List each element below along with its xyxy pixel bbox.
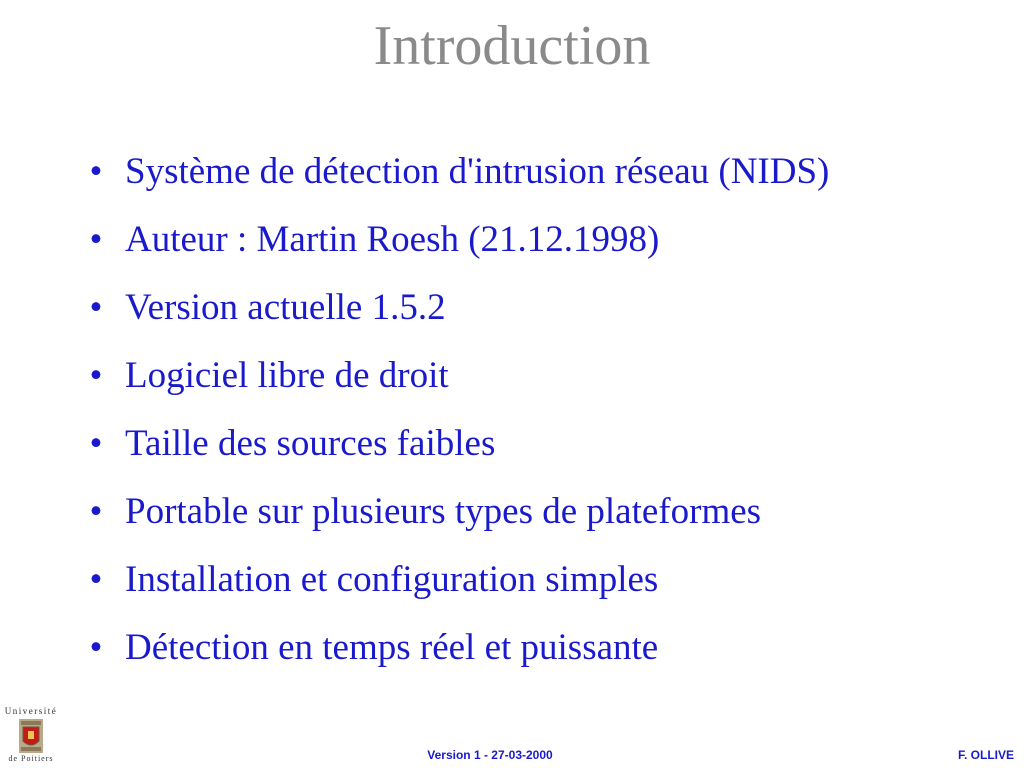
- bullet-text: Portable sur plusieurs types de plateformes: [125, 491, 762, 532]
- bullet-item: [84, 410, 1014, 478]
- bullet-item: [84, 614, 1014, 682]
- bullet-text: Taille des sources faibles: [125, 423, 496, 464]
- bullet-dot-icon: •: [89, 559, 103, 600]
- logo-bottom-text: de Poitiers: [8, 754, 54, 763]
- footer-version: Version 1 - 27-03-2000: [427, 748, 553, 762]
- bullet-item: [84, 342, 1014, 410]
- bullet-item: [84, 138, 1014, 206]
- bullet-dot-icon: •: [89, 423, 103, 464]
- slide-title: Introduction: [373, 15, 651, 77]
- bullet-text: Logiciel libre de droit: [125, 355, 449, 396]
- bullet-item: [84, 206, 1014, 274]
- bullet-text: Auteur : Martin Roesh (21.12.1998): [125, 219, 660, 260]
- footer-author: F. OLLIVE: [957, 748, 1014, 762]
- bullet-dot-icon: •: [89, 287, 103, 328]
- bullet-dot-icon: •: [89, 355, 103, 396]
- bullet-text: Installation et configuration simples: [125, 559, 659, 600]
- logo-top-text: Université: [4, 706, 58, 716]
- bullet-item: [84, 478, 1014, 546]
- bullet-item: [84, 274, 1014, 342]
- bullet-dot-icon: •: [89, 151, 103, 192]
- bullet-item: [84, 546, 1014, 614]
- bullet-text: Système de détection d'intrusion réseau (NIDS): [125, 151, 830, 192]
- bullet-dot-icon: •: [89, 627, 103, 668]
- bullet-list: [84, 138, 1014, 682]
- bullet-text: Détection en temps réel et puissante: [125, 627, 659, 668]
- bullet-text: Version actuelle 1.5.2: [125, 287, 446, 328]
- bullet-dot-icon: •: [89, 219, 103, 260]
- bullet-dot-icon: •: [89, 491, 103, 532]
